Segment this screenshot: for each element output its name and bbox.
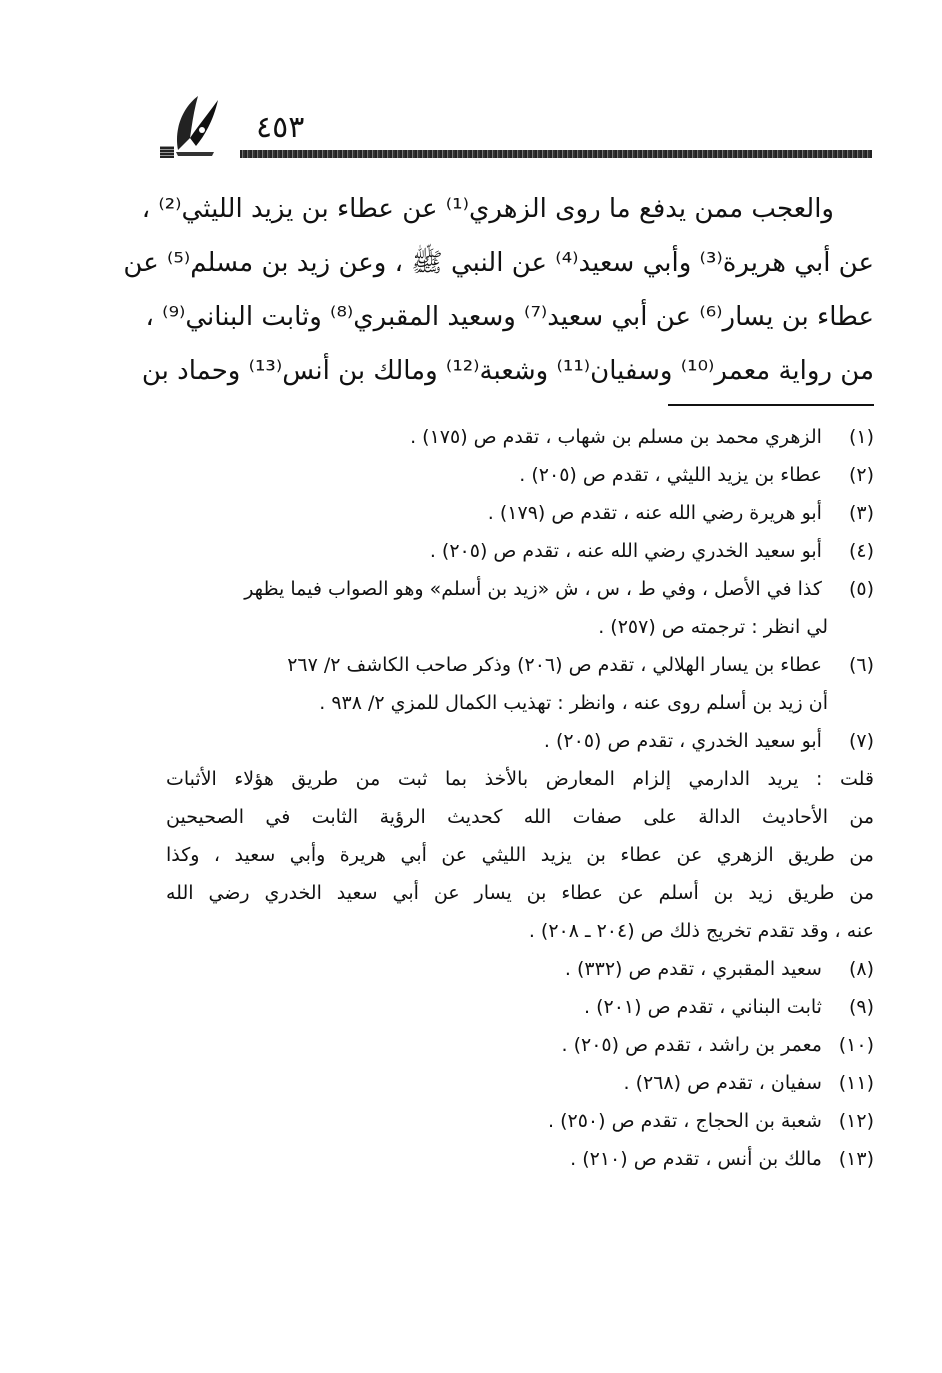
footnote-text: كذا في الأصل ، وفي ط ، س ، ش «زيد بن أسلم» وهو الصواب فيما يظهر: [244, 578, 822, 600]
footnote-2: [166, 456, 874, 494]
footnote-11: [166, 1064, 874, 1102]
main-text-line: عطاء بن يسار⁽⁶⁾ عن أبي سعيد⁽⁷⁾ وسعيد المقبري⁽⁸⁾ وثابت البناني⁽⁹⁾ ،: [145, 302, 874, 332]
footnote-number: (٧): [848, 730, 874, 752]
main-text-line: من رواية معمر⁽¹⁰⁾ وسفيان⁽¹¹⁾ وشعبة⁽¹²⁾ ومالك بن أنس⁽¹³⁾ وحماد بن: [141, 356, 874, 386]
footnote-9: [166, 988, 874, 1026]
footnote-number: (٢): [848, 464, 874, 486]
footnote-text: معمر بن راشد ، تقدم ص (٢٠٥) .: [561, 1034, 822, 1056]
footnote-text: أبو هريرة رضي الله عنه ، تقدم ص (١٧٩) .: [487, 502, 822, 524]
header-rule: [240, 150, 872, 158]
footnote-text: مالك بن أنس ، تقدم ص (٢١٠) .: [570, 1148, 822, 1170]
commentary-line: من طريق زيد بن أسلم عن عطاء بن يسار عن أبي سعيد الخدري رضي الله: [166, 882, 874, 904]
footnote-4: [166, 532, 874, 570]
footnote-number: (٦): [848, 654, 874, 676]
main-text: [123, 182, 874, 398]
footnote-number: (١٠): [838, 1034, 874, 1056]
footnote-text: عطاء بن يزيد الليثي ، تقدم ص (٢٠٥) .: [519, 464, 822, 486]
footnote-number: (١٢): [838, 1110, 874, 1132]
footnote-3: [166, 494, 874, 532]
footnotes: [166, 418, 874, 1178]
footnote-10: [166, 1026, 874, 1064]
footnote-1: [166, 418, 874, 456]
quill-ornament-icon: [168, 90, 224, 158]
header-rule-end: [160, 146, 174, 158]
footnote-6-continuation: أن زيد بن أسلم روى عنه ، وانظر : تهذيب الكمال للمزي ٢/ ٩٣٨ .: [319, 692, 828, 714]
footnote-number: (٩): [848, 996, 874, 1018]
footnote-6: [166, 646, 874, 684]
main-text-line: والعجب ممن يدفع ما روى الزهري⁽¹⁾ عن عطاء بن يزيد الليثي⁽²⁾ ،: [141, 194, 834, 224]
footnote-5-continuation: لي انظر : ترجمته ص (٢٥٧) .: [598, 616, 828, 638]
footnote-5: [166, 570, 874, 608]
commentary-line: من طريق الزهري عن عطاء بن يزيد الليثي عن أبي هريرة وأبي سعيد ، وكذا: [166, 844, 874, 866]
footnote-8: [166, 950, 874, 988]
footnote-text: الزهري محمد بن مسلم بن شهاب ، تقدم ص (١٧٥) .: [410, 426, 822, 448]
main-text-line: عن أبي هريرة⁽³⁾ وأبي سعيد⁽⁴⁾ عن النبي ﷺ ، وعن زيد بن مسلم⁽⁵⁾ عن: [123, 248, 874, 278]
commentary-line: قلت : يريد الدارمي إلزام المعارض بالأخذ بما ثبت من طريق هؤلاء الأثبات: [166, 768, 874, 790]
footnote-number: (١١): [838, 1072, 874, 1094]
footnote-text: سعيد المقبري ، تقدم ص (٣٣٢) .: [564, 958, 822, 980]
footnote-text: أبو سعيد الخدري ، تقدم ص (٢٠٥) .: [543, 730, 822, 752]
footnote-number: (٤): [848, 540, 874, 562]
footnote-text: أبو سعيد الخدري رضي الله عنه ، تقدم ص (٢٠٥) .: [429, 540, 822, 562]
page-number: ٤٥٣: [256, 110, 305, 145]
footnote-12: [166, 1102, 874, 1140]
footnote-text: عطاء بن يسار الهلالي ، تقدم ص (٢٠٦) وذكر صاحب الكاشف ٢/ ٢٦٧: [287, 654, 822, 676]
page-header: [160, 88, 875, 168]
footnote-divider: [668, 404, 874, 406]
footnote-text: سفيان ، تقدم ص (٢٦٨) .: [623, 1072, 822, 1094]
footnote-13: [166, 1140, 874, 1178]
footnote-text: شعبة بن الحجاج ، تقدم ص (٢٥٠) .: [548, 1110, 822, 1132]
footnote-text: ثابت البناني ، تقدم ص (٢٠١) .: [584, 996, 822, 1018]
footnote-number: (١٣): [838, 1148, 874, 1170]
footnote-number: (١): [848, 426, 874, 448]
commentary-line: من الأحاديث الدالة على صفات الله كحديث الرؤية الثابت في الصحيحين: [166, 806, 874, 828]
footnote-number: (٣): [848, 502, 874, 524]
footnote-number: (٥): [848, 578, 874, 600]
footnote-7: [166, 722, 874, 760]
commentary-line: عنه ، وقد تقدم تخريج ذلك ص (٢٠٤ ـ ٢٠٨) .: [528, 920, 874, 942]
footnote-number: (٨): [848, 958, 874, 980]
